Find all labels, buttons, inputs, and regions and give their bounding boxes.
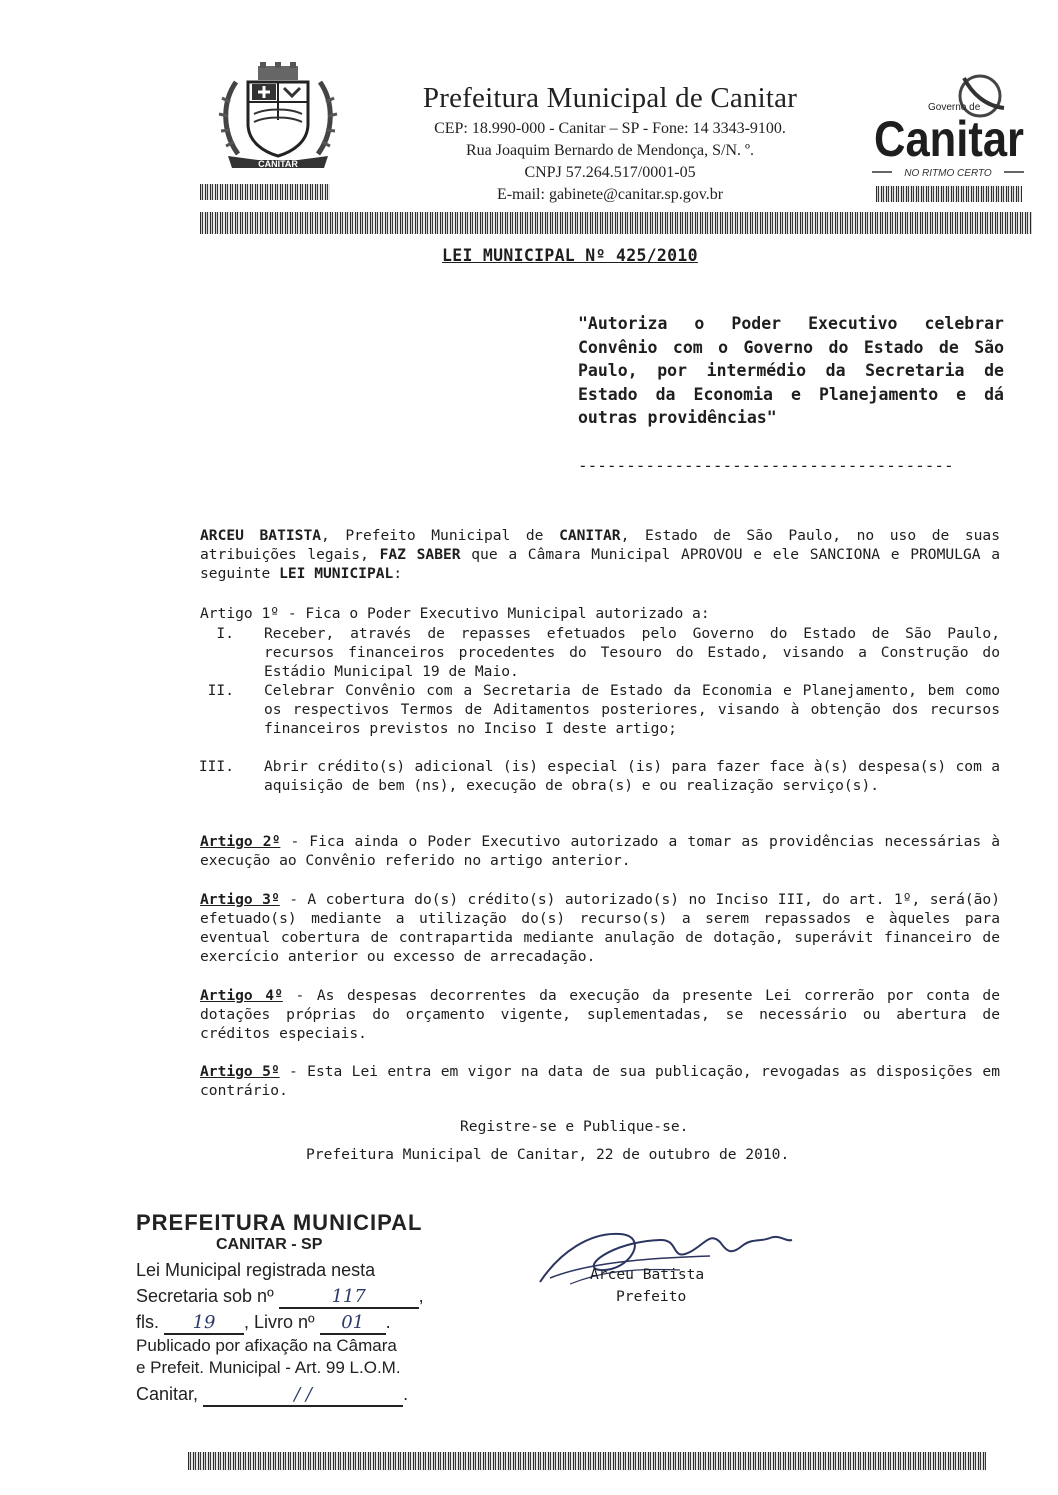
stamp-comma: ,	[418, 1286, 424, 1306]
signer-name: Arceu Batista	[590, 1266, 705, 1283]
organization-name: Prefeitura Municipal de Canitar	[422, 82, 798, 114]
article-5-label: Artigo 5º	[200, 1063, 280, 1080]
stamp-line-published: Publicado por afixação na Câmara	[136, 1336, 397, 1355]
article-3	[200, 890, 1000, 966]
footer-divider-bar	[188, 1452, 986, 1470]
article-1-text: - Fica o Poder Executivo Municipal autorizado a:	[279, 605, 710, 622]
item-number: I.	[216, 625, 234, 642]
stamp-period: .	[385, 1312, 391, 1332]
article-5-text: - Esta Lei entra em vigor na data de sua publicação, revogadas as disposições em contrário.	[200, 1063, 1000, 1099]
stamp-date-label: Canitar,	[136, 1384, 199, 1404]
stamp-line-registered: Lei Municipal registrada nesta	[136, 1260, 376, 1280]
stamp-title: PREFEITURA MUNICIPAL	[136, 1210, 423, 1235]
stamp-line-date	[136, 1384, 408, 1407]
article-1-label: Artigo 1º	[200, 605, 280, 622]
intro-paragraph	[200, 526, 1000, 583]
header-address-line-2: Rua Joaquim Bernardo de Mendonça, S/N. º.	[465, 142, 754, 159]
article-4	[200, 986, 1000, 1043]
item-number: III.	[198, 758, 234, 775]
intro-text-3: que a Câmara Municipal APROVOU e ele SANCIONA e PROMULGA a seguinte	[200, 546, 1001, 582]
stamp-folio-number: 19	[164, 1312, 244, 1335]
header-divider-bar	[200, 212, 1032, 234]
stamp-secretaria-number: 117	[279, 1286, 419, 1309]
governo-canitar-logo	[868, 66, 1028, 182]
logo-small-text: Governo de	[928, 102, 981, 113]
item-text: Abrir crédito(s) adicional (is) especial (is) para fazer face à(s) despesa(s) com a aquisição de bem (ns), execução de obra(s) e ou realização serviço(s).	[264, 758, 1000, 794]
article-4-label: Artigo 4º	[200, 987, 283, 1004]
stamp-city: CANITAR - SP	[216, 1236, 323, 1253]
stamp-livro-label: , Livro nº	[244, 1312, 315, 1332]
mayor-name: ARCEU BATISTA	[200, 527, 322, 544]
article-5	[200, 1062, 1000, 1100]
stamp-livro-number: 01	[320, 1312, 386, 1335]
stamp-line-article: e Prefeit. Municipal - Art. 99 L.O.M.	[136, 1358, 401, 1377]
intro-text-4: :	[393, 565, 403, 582]
article-2-label: Artigo 2º	[200, 833, 281, 850]
article-2-text: - Fica ainda o Poder Executivo autorizado a tomar as providências necessárias à execução ao Convênio referido no artigo anterior.	[200, 833, 1000, 869]
law-summary: "Autoriza o Poder Executivo celebrar Convênio com o Governo do Estado de São Paulo, por intermédio da Secretaria de Estado da Economia e Planejamento e dá outras providências"	[578, 314, 1004, 427]
crest-ribbon-text: CANITAR	[258, 159, 298, 169]
intro-city: CANITAR	[559, 527, 621, 544]
closing-place-date: Prefeitura Municipal de Canitar, 22 de outubro de 2010.	[306, 1146, 790, 1163]
logo-wordmark: Canitar	[874, 111, 1024, 167]
intro-text-2: , Estado de São Paulo, no uso de suas atribuições legais,	[200, 527, 1000, 563]
intro-faz-saber: FAZ SABER	[379, 546, 461, 563]
stamp-line-folio	[136, 1312, 391, 1335]
item-number: II.	[207, 682, 234, 699]
header-cnpj: CNPJ 57.264.517/0001-05	[524, 164, 696, 181]
header-email: E-mail: gabinete@canitar.sp.gov.br	[496, 186, 724, 203]
stamp-period: .	[403, 1384, 409, 1404]
law-title: LEI MUNICIPAL Nº 425/2010	[442, 246, 698, 265]
stamp-date-value: / /	[203, 1384, 403, 1407]
article-3-text: - A cobertura do(s) crédito(s) autorizado(s) no Inciso III, do art. 1º, será(ão) efetuado(s) mediante a utilização do(s) recurso(s) a serem repassados e àqueles para eventual cobertura de contrapartida mediante anulação de dotação, superávit financeiro de exercício anterior ou excesso de arrecadação.	[200, 891, 1001, 965]
stamp-secretaria-label: Secretaria sob nº	[136, 1286, 274, 1306]
decorative-bar-left	[200, 184, 330, 200]
article-2	[200, 832, 1000, 870]
article-4-text: - As despesas decorrentes da execução da presente Lei correrão por conta de dotações próprias do orçamento vigente, suplementadas, se necessário ou abertura de créditos especiais.	[200, 987, 1000, 1042]
article-3-label: Artigo 3º	[200, 891, 280, 908]
intro-text-1: , Prefeito Municipal de	[321, 527, 560, 544]
intro-lei: LEI MUNICIPAL	[279, 565, 394, 582]
item-text: Celebrar Convênio com a Secretaria de Estado da Economia e Planejamento, bem como os respectivos Termos de Aditamentos posteriores, visando à obtenção dos recursos financeiros previstos no Inciso I deste artigo;	[264, 682, 1000, 737]
header-address-line-1: CEP: 18.990-000 - Canitar – SP - Fone: 14 3343-9100.	[434, 120, 786, 137]
logo-slogan: NO RITMO CERTO	[904, 168, 992, 179]
summary-underline-rule: ---------------------------------------	[578, 456, 954, 475]
stamp-line-secretaria	[136, 1286, 424, 1309]
signer-role: Prefeito	[616, 1288, 687, 1305]
article-1	[200, 604, 1000, 623]
item-text: Receber, através de repasses efetuados pelo Governo do Estado de São Paulo, recursos financeiros procedentes do Tesouro do Estado, visando a Construção do Estádio Municipal 19 de Maio.	[264, 625, 1000, 680]
closing-register: Registre-se e Publique-se.	[460, 1118, 689, 1135]
municipal-crest-logo	[208, 62, 348, 174]
decorative-bar-right	[876, 186, 1022, 202]
stamp-folio-label: fls.	[136, 1312, 160, 1332]
